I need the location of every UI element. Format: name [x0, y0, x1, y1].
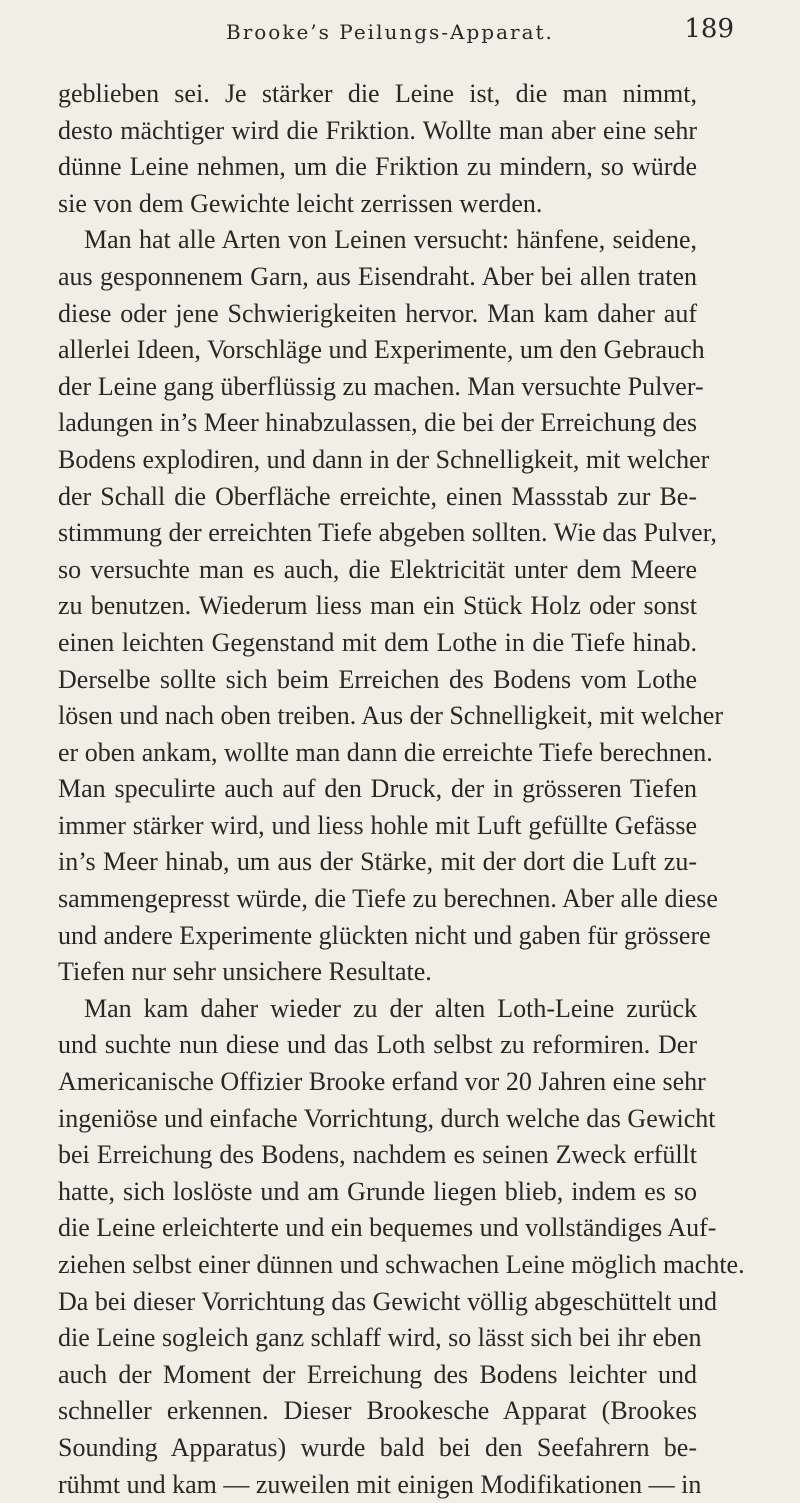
text-line: desto mächtiger wird die Friktion. Wollte man aber eine sehr: [58, 115, 697, 145]
text-line: lösen und nach oben treiben. Aus der Schnelligkeit, mit welcher: [58, 701, 723, 731]
text-line: die Leine erleichterte und ein bequemes und vollständiges Auf-: [58, 1213, 717, 1243]
text-line: der Schall die Oberfläche erreichte, einen Massstab zur Be-: [58, 481, 697, 511]
text-line: und andere Experimente glückten nicht und gaben für grössere: [58, 920, 711, 950]
text-line: und suchte nun diese und das Loth selbst zu reformiren. Der: [58, 1030, 697, 1060]
text-line: stimmung der erreichten Tiefe abgeben sollten. Wie das Pulver,: [58, 518, 717, 548]
text-line: aus gesponnenem Garn, aus Eisendraht. Aber bei allen traten: [58, 261, 697, 291]
text-line: auch der Moment der Erreichung des Bodens leichter und: [58, 1359, 697, 1389]
text-line: diese oder jene Schwierigkeiten hervor. Man kam daher auf: [58, 298, 697, 328]
running-title: Brooke’s Peilungs-Apparat.: [226, 20, 554, 44]
text-line: Sounding Apparatus) wurde bald bei den Seefahrern be-: [58, 1432, 697, 1462]
text-line: so versuchte man es auch, die Elektricität unter dem Meere: [58, 554, 697, 584]
text-line: geblieben sei. Je stärker die Leine ist, die man nimmt,: [58, 79, 697, 108]
running-header: [58, 6, 734, 52]
text-line: in’s Meer hinab, um aus der Stärke, mit der dort die Luft zu-: [58, 847, 697, 877]
text-line: Man kam daher wieder zu der alten Loth-Leine zurück: [84, 993, 697, 1023]
text-line: schneller erkennen. Dieser Brookesche Apparat (Brookes: [58, 1396, 697, 1426]
text-line: Man hat alle Arten von Leinen versucht: hänfene, seidene,: [84, 225, 697, 255]
text-line: ingeniöse und einfache Vorrichtung, durch welche das Gewicht: [58, 1103, 716, 1133]
text-line: Bodens explodiren, und dann in der Schnelligkeit, mit welcher: [58, 444, 710, 474]
text-line: sammengepresst würde, die Tiefe zu berechnen. Aber alle diese: [58, 884, 718, 914]
text-line: sie von dem Gewichte leicht zerrissen werden.: [58, 188, 543, 218]
text-line: allerlei Ideen, Vorschläge und Experimente, um den Gebrauch: [58, 335, 705, 365]
text-line: der Leine gang überflüssig zu machen. Man versuchte Pulver-: [58, 371, 704, 401]
text-line: Tiefen nur sehr unsichere Resultate.: [58, 957, 432, 987]
text-line: zu benutzen. Wiederum liess man ein Stück Holz oder sonst: [58, 591, 697, 621]
text-line: Derselbe sollte sich beim Erreichen des Bodens vom Lothe: [58, 664, 697, 694]
text-line: Americanische Offizier Brooke erfand vor 20 Jahren eine sehr: [58, 1067, 706, 1097]
text-line: dünne Leine nehmen, um die Friktion zu mindern, so würde: [58, 152, 697, 182]
text-line: Man speculirte auch auf den Druck, der in grösseren Tiefen: [58, 774, 697, 804]
body-text: [58, 76, 745, 1503]
page-number: 189: [684, 14, 734, 44]
text-line: rühmt und kam — zuweilen mit einigen Modifikationen — in: [58, 1469, 702, 1499]
text-line: einen leichten Gegenstand mit dem Lothe in die Tiefe hinab.: [58, 627, 697, 657]
text-line: bei Erreichung des Bodens, nachdem es seinen Zweck erfüllt: [58, 1140, 697, 1170]
text-line: hatte, sich loslöste und am Grunde liegen blieb, indem es so: [58, 1176, 697, 1206]
text-line: immer stärker wird, und liess hohle mit Luft gefüllte Gefässe: [58, 810, 697, 840]
text-line: die Leine sogleich ganz schlaff wird, so lässt sich bei ihr eben: [58, 1323, 702, 1353]
text-line: ladungen in’s Meer hinabzulassen, die bei der Erreichung des: [58, 408, 697, 438]
text-line: ziehen selbst einer dünnen und schwachen Leine möglich machte.: [58, 1250, 745, 1279]
text-line: er oben ankam, wollte man dann die erreichte Tiefe berechnen.: [58, 737, 713, 767]
text-line: Da bei dieser Vorrichtung das Gewicht völlig abgeschüttelt und: [58, 1286, 718, 1316]
